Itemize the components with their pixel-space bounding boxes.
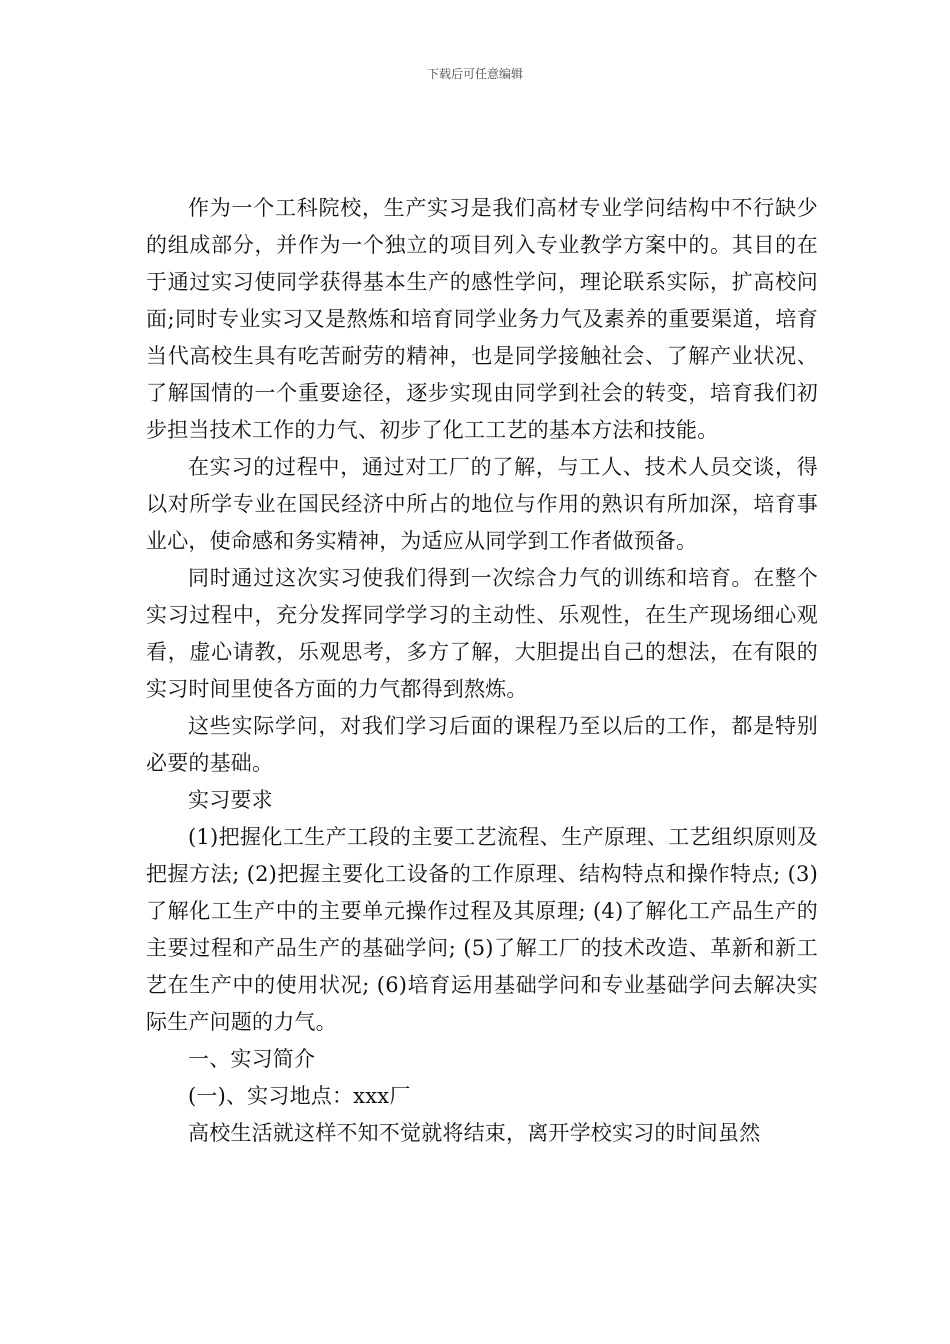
heading-location: (一)、实习地点：xxx厂 xyxy=(188,1084,411,1108)
paragraph-intro: 作为一个工科院校，生产实习是我们高材专业学问结构中不行缺少的组成部分，并作为一个独立的项目列入专业教学方案中的。其目的在于通过实习使同学获得基本生产的感性学问，理论联系实际，扩高校问面;同时专业实习又是熬炼和培育同学业务力气及素养的重要渠道，培育当代高校生具有吃苦耐劳的精神，也是同学接触社会、了解产业状况、了解国情的一个重要途径，逐步实现由同学到社会的转变，培育我们初步担当技术工作的力气、初步了化工工艺的基本方法和技能。 xyxy=(146,196,818,442)
paragraph-knowledge: 这些实际学问，对我们学习后面的课程乃至以后的工作，都是特别必要的基础。 xyxy=(146,714,818,775)
heading-overview: 一、实习简介 xyxy=(188,1047,316,1071)
paragraph-process: 在实习的过程中，通过对工厂的了解，与工人、技术人员交谈，得以对所学专业在国民经济中所占的地位与作用的熟识有所加深，培育事业心，使命感和务实精神，为适应从同学到工作者做预备。 xyxy=(146,455,818,553)
document-body xyxy=(146,190,818,1152)
paragraph-training: 同时通过这次实习使我们得到一次综合力气的训练和培育。在整个实习过程中，充分发挥同学学习的主动性、乐观性，在生产现场细心观看，虚心请教，乐观思考，多方了解，大胆提出自己的想法，在有限的实习时间里使各方面的力气都得到熬炼。 xyxy=(146,566,818,701)
heading-requirements: 实习要求 xyxy=(188,788,273,812)
page-header: 下载后可任意编辑 xyxy=(426,67,523,81)
paragraph-closing: 高校生活就这样不知不觉就将结束，离开学校实习的时间虽然 xyxy=(188,1121,761,1145)
paragraph-requirements-list: (1)把握化工生产工段的主要工艺流程、生产原理、工艺组织原则及把握方法; (2)把握主要化工设备的工作原理、结构特点和操作特点; (3)了解化工生产中的主要单元操作过程及其原理; (4)了解化工产品生产的主要过程和产品生产的基础学问; (5)了解工厂的技术改造、革新和新工艺在生产中的使用状况; (6)培育运用基础学问和专业基础学问去解决实际生产问题的力气。 xyxy=(146,825,818,1034)
